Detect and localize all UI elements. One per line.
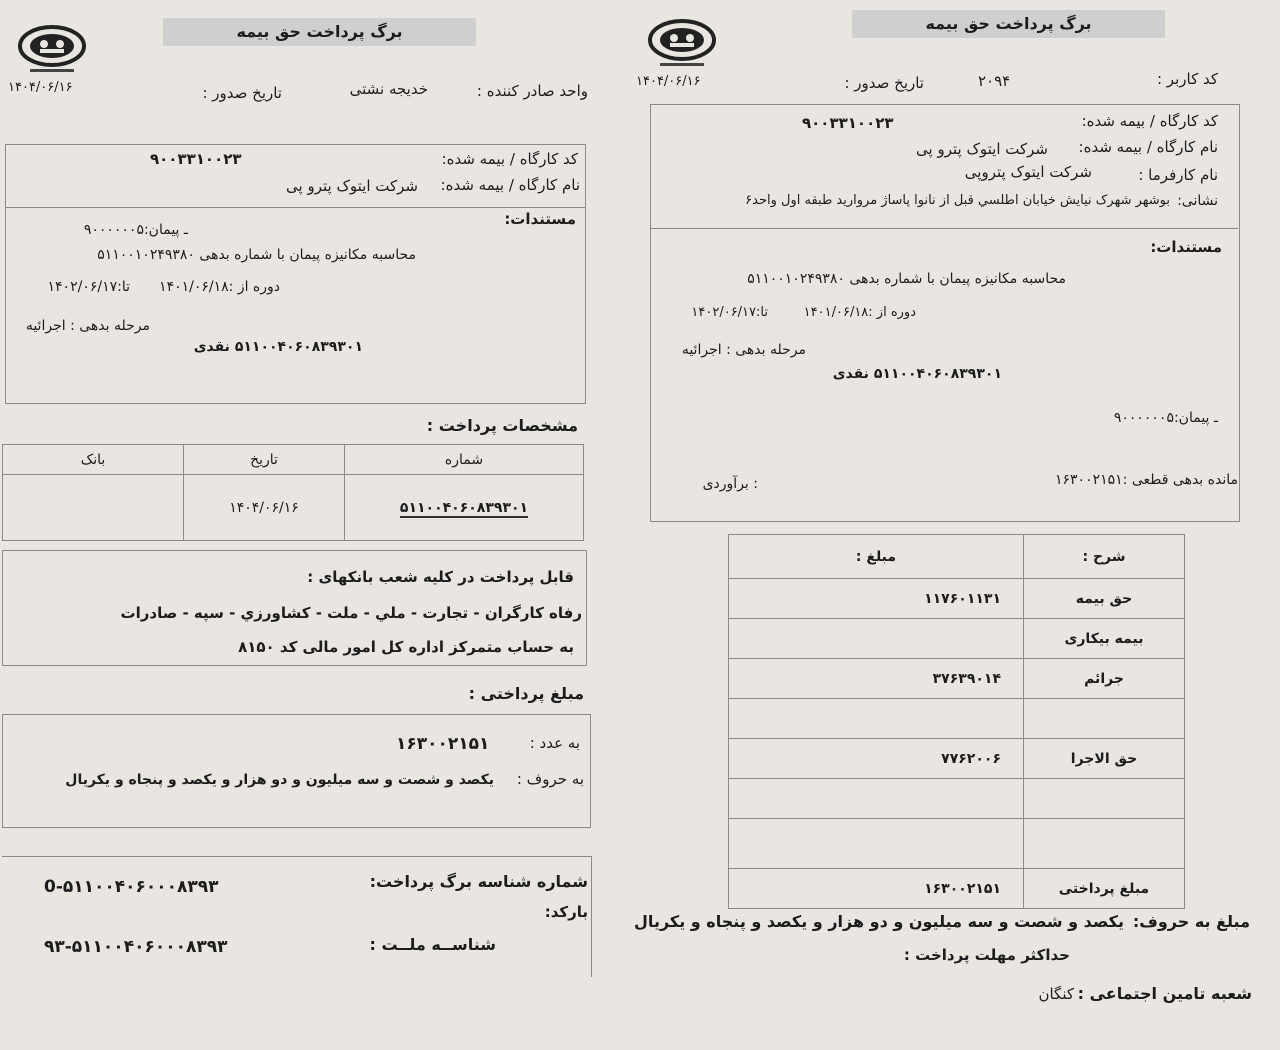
amount-table-header-amount: مبلغ : bbox=[729, 535, 1024, 579]
mellat-id: ۹۳-۵۱۱۰۰۴۰۶۰۰۰۸۳۹۳ bbox=[44, 937, 228, 957]
issuer-value: خدیجه نشتی bbox=[349, 80, 428, 98]
cash-line-right: ۵۱۱۰۰۴۰۶۰۸۳۹۳۰۱ نقدی bbox=[832, 366, 1002, 382]
period-from-right: دوره از :۱۴۰۱/۰۶/۱۸ bbox=[803, 305, 916, 320]
workshop-code-label-left: کد کارگاه / بیمه شده: bbox=[441, 150, 578, 168]
calc-line-right: محاسبه مکانیزه پیمان با شماره بدهی ۵۱۱۰۰۱۰۲۴۹۳۸۰ bbox=[747, 271, 1066, 287]
amount-cell: ۱۱۷۶۰۱۱۳۱ bbox=[729, 579, 1024, 619]
user-code-value: ۲۰۹۴ bbox=[978, 72, 1011, 90]
amount-cell: ۳۷۶۳۹۰۱۴ bbox=[729, 659, 1024, 699]
amount-words-label-right: مبلغ به حروف: bbox=[1132, 912, 1250, 931]
amount-table bbox=[728, 534, 1185, 909]
form-title-right: برگ پرداخت حق بیمه bbox=[852, 10, 1165, 38]
amount-cell bbox=[729, 779, 1024, 819]
pay-table-cell-bank bbox=[3, 475, 184, 541]
amount-digits-label: به عدد : bbox=[529, 734, 580, 752]
employer-label: نام کارفرما : bbox=[1138, 166, 1218, 184]
banks-list: رفاه کارگران - تجارت - ملي - ملت - کشاورزي - سپه - صادرات bbox=[120, 604, 582, 622]
amount-words-left: یکصد و شصت و سه میلیون و دو هزار و یکصد و پنجاه و یکریال bbox=[65, 772, 494, 788]
amount-label-left: مبلغ پرداختی : bbox=[468, 684, 584, 703]
contract-line-left: ـ پیمان:۹۰۰۰۰۰۰۵ bbox=[83, 222, 188, 238]
desc-cell bbox=[1024, 699, 1185, 739]
payment-id: 0-۵۱۱۰۰۴۰۶۰۰۰۸۳۹۳ bbox=[44, 877, 219, 897]
docs-label-right: مستندات: bbox=[1150, 238, 1222, 256]
desc-cell: جرائم bbox=[1024, 659, 1185, 699]
barcode-label: بارکد: bbox=[544, 903, 588, 921]
estimate-label: : برآوردی bbox=[702, 476, 758, 492]
divider bbox=[650, 228, 1238, 229]
pay-table-cell-date: ۱۴۰۴/۰۶/۱۶ bbox=[184, 475, 345, 541]
calc-line-left: محاسبه مکانیزه پیمان با شماره بدهی ۵۱۱۰۰۱۰۲۴۹۳۸۰ bbox=[97, 247, 416, 263]
user-code-label: کد کاربر : bbox=[1156, 70, 1218, 88]
pay-table-cell-number: ۵۱۱۰۰۴۰۶۰۸۳۹۳۰۱ bbox=[345, 475, 584, 541]
amount-cell bbox=[729, 619, 1024, 659]
amount-table-header-desc: شرح : bbox=[1024, 535, 1185, 579]
amount-cell bbox=[729, 819, 1024, 869]
workshop-code-value-right: ۹۰۰۳۳۱۰۰۲۳ bbox=[802, 114, 894, 132]
employer-value: شرکت ایتوک پتروپی bbox=[964, 163, 1092, 181]
contract-line-right: ـ پیمان:۹۰۰۰۰۰۰۵ bbox=[1113, 410, 1218, 426]
stage-line-right: مرحله بدهی : اجرائیه bbox=[681, 342, 806, 358]
amount-words-label-left: به حروف : bbox=[516, 770, 584, 788]
amount-cell: ۷۷۶۲۰۰۶ bbox=[729, 739, 1024, 779]
workshop-code-label-right: کد کارگاه / بیمه شده: bbox=[1081, 112, 1218, 130]
workshop-name-label-left: نام کارگاه / بیمه شده: bbox=[440, 176, 580, 194]
issue-date-label-left: تاریخ صدور : bbox=[202, 84, 282, 102]
deadline-label: حداکثر مهلت پرداخت : bbox=[903, 946, 1070, 964]
payment-id-label: شماره شناسه برگ پرداخت: bbox=[369, 872, 588, 891]
ssi-logo-right bbox=[644, 16, 720, 76]
cash-line-left: ۵۱۱۰۰۴۰۶۰۸۳۹۳۰۱ نقدی bbox=[193, 339, 363, 355]
branch-label: شعبه تامین اجتماعی : bbox=[1077, 984, 1252, 1003]
desc-cell: حق بیمه bbox=[1024, 579, 1185, 619]
pay-table-header-number: شماره bbox=[345, 445, 584, 475]
final-debt: مانده بدهی قطعی :۱۶۳۰۰۲۱۵۱ bbox=[1055, 472, 1238, 488]
desc-cell: حق الاجرا bbox=[1024, 739, 1185, 779]
pay-table-header-date: تاریخ bbox=[184, 445, 345, 475]
workshop-name-value-left: شرکت ایتوک پترو پی bbox=[286, 177, 418, 195]
desc-cell bbox=[1024, 819, 1185, 869]
workshop-name-label-right: نام کارگاه / بیمه شده: bbox=[1078, 138, 1218, 156]
amount-digits: ۱۶۳۰۰۲۱۵۱ bbox=[396, 734, 490, 754]
desc-cell bbox=[1024, 779, 1185, 819]
amount-words-right: یکصد و شصت و سه میلیون و دو هزار و یکصد و پنجاه و یکریال bbox=[634, 912, 1124, 931]
period-from-left: دوره از :۱۴۰۱/۰۶/۱۸ bbox=[159, 279, 280, 295]
date-top-left: ۱۴۰۴/۰۶/۱۶ bbox=[8, 80, 73, 95]
branch-value: کنگان bbox=[1038, 985, 1074, 1003]
address-value: بوشهر شهرک نیایش خیابان اطلسي قبل از نانوا پاساژ مروارید طبقه اول واحد۶ bbox=[745, 193, 1170, 208]
docs-label-left: مستندات: bbox=[504, 210, 576, 228]
date-top-right: ۱۴۰۴/۰۶/۱۶ bbox=[636, 74, 701, 89]
period-to-right: تا:۱۴۰۲/۰۶/۱۷ bbox=[691, 305, 768, 320]
issue-date-label-right: تاریخ صدور : bbox=[844, 74, 924, 92]
pay-spec-label: مشخصات پرداخت : bbox=[426, 416, 578, 435]
amount-box bbox=[2, 714, 591, 828]
stage-line-left: مرحله بدهی : اجرائیه bbox=[25, 318, 150, 334]
period-to-left: تا:۱۴۰۲/۰۶/۱۷ bbox=[47, 279, 130, 295]
form-title-left: برگ پرداخت حق بیمه bbox=[163, 18, 476, 46]
pay-table bbox=[2, 444, 584, 541]
mellat-label: شناســه ملــت : bbox=[369, 935, 496, 954]
issuer-label: واحد صادر کننده : bbox=[476, 82, 588, 100]
banks-title: قابل پرداخت در کلیه شعب بانکهای : bbox=[307, 568, 574, 586]
divider bbox=[5, 207, 585, 208]
desc-cell: بیمه بیکاری bbox=[1024, 619, 1185, 659]
ssi-logo-left bbox=[14, 22, 90, 82]
workshop-code-value-left: ۹۰۰۳۳۱۰۰۲۳ bbox=[150, 150, 242, 168]
banks-account: به حساب متمرکز اداره کل امور مالی کد ۸۱۵۰ bbox=[238, 638, 574, 656]
desc-cell: مبلغ پرداختی bbox=[1024, 869, 1185, 909]
pay-table-header-bank: بانک bbox=[3, 445, 184, 475]
amount-cell bbox=[729, 699, 1024, 739]
workshop-name-value-right: شرکت ایتوک پترو پی bbox=[916, 140, 1048, 158]
address-label: نشانی: bbox=[1177, 193, 1218, 209]
amount-cell: ۱۶۳۰۰۲۱۵۱ bbox=[729, 869, 1024, 909]
